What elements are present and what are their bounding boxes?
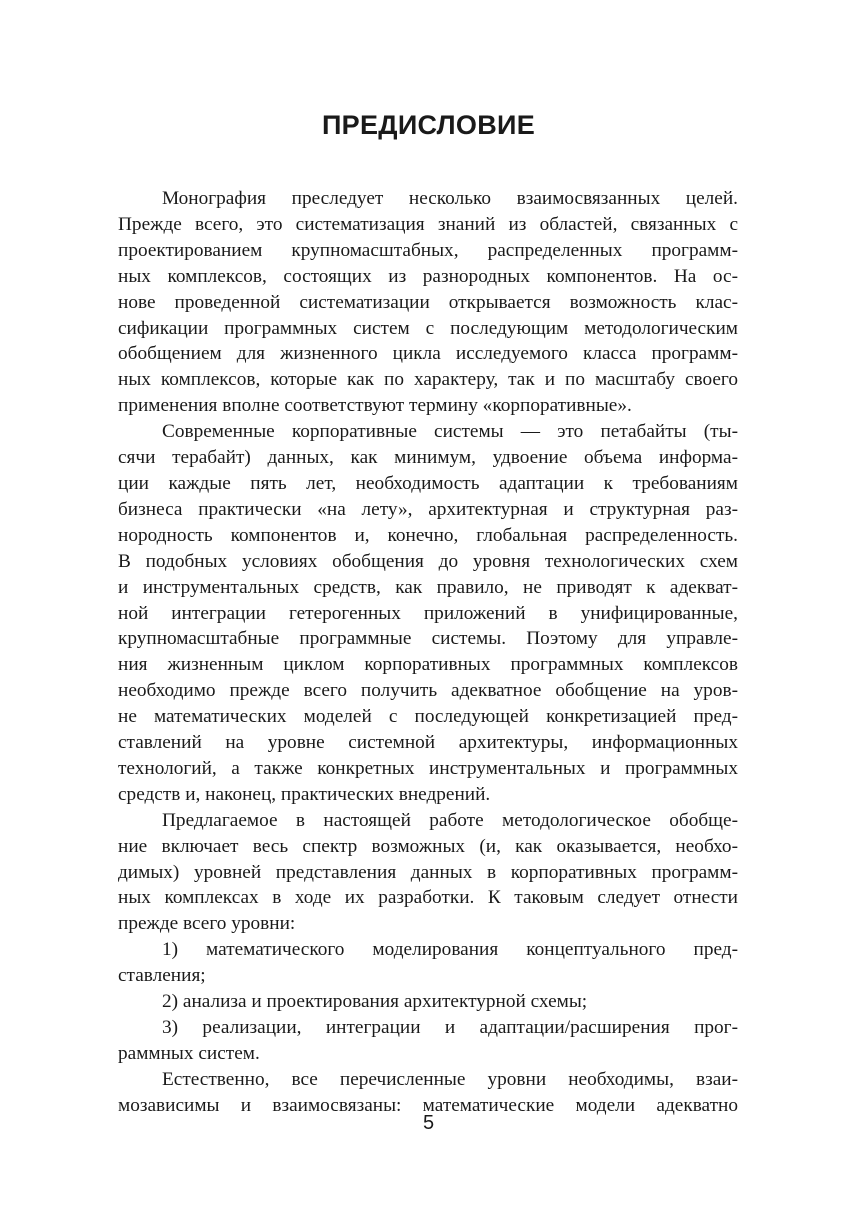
text-line: ния жизненным циклом корпоративных программных комплексов [118,654,738,676]
text-line: технологий, а также конкретных инструментальных и программных [118,757,738,779]
text-line: применения вполне соответствуют термину «корпоративные». [118,395,632,417]
text-line: мозависимы и взаимосвязаны: математические модели адекватно [118,1094,738,1116]
text-line: димых) уровней представления данных в корпоративных программ- [118,861,738,883]
list-item-line: раммных систем. [118,1042,260,1064]
page-title: ПРЕДИСЛОВИЕ [321,110,536,140]
text-line: не математических моделей с последующей конкретизацией пред- [118,706,738,728]
text-line: ных комплексов, состоящих из разнородных компонентов. На ос- [118,265,738,287]
text-line: сячи терабайт) данных, как минимум, удвоение объема информа- [118,447,738,469]
text-line: нородность компонентов и, конечно, глобальная распределенность. [118,524,738,546]
text-line: обобщением для жизненного цикла исследуемого класса программ- [118,343,738,365]
text-line: прежде всего уровни: [118,913,296,935]
text-line: ние включает весь спектр возможных (и, как оказывается, необхо- [118,835,738,857]
text-line: ции каждые пять лет, необходимость адаптации к требованиям [118,472,738,494]
text-line: ных комплексов, которые как по характеру, так и по масштабу своего [118,369,738,391]
text-line: Прежде всего, это систематизация знаний из областей, связанных с [118,213,738,235]
text-line: средств и, наконец, практических внедрений. [118,783,491,805]
text-line: сификации программных систем с последующим методологическим [118,317,738,339]
text-line: крупномасштабные программные системы. Поэтому для управле- [118,628,738,650]
text-line: В подобных условиях обобщения до уровня технологических схем [118,550,738,572]
text-line: ставлений на уровне системной архитектуры, информационных [118,732,738,754]
text-line: Монография преследует несколько взаимосвязанных целей. [162,188,738,209]
list-item-line: ставления; [118,965,206,987]
text-line: и инструментальных средств, как правило, не приводят к адекват- [118,576,738,598]
text-line: Естественно, все перечисленные уровни необходимы, взаи- [162,1068,738,1090]
text-line: Предлагаемое в настоящей работе методологическое обобще- [162,809,738,831]
text-line: Современные корпоративные системы — это петабайты (ты- [162,421,738,443]
preface-body [118,186,738,1119]
list-item-line: 2) анализа и проектирования архитектурной схемы; [162,991,588,1013]
text-line: ной интеграции гетерогенных приложений в унифицированные, [118,602,738,624]
page-number: 5 [422,1112,435,1134]
text-line: нове проведенной систематизации открывается возможность клас- [118,291,738,313]
list-item-line: 1) математического моделирования концептуального пред- [162,939,738,961]
text-line: ных комплексах в ходе их разработки. К таковым следует отнести [118,887,738,909]
text-line: бизнеса практически «на лету», архитектурная и структурная раз- [118,498,738,520]
text-line: проектированием крупномасштабных, распределенных программ- [118,239,738,261]
list-item-line: 3) реализации, интеграции и адаптации/расширения прог- [162,1017,738,1038]
text-line: необходимо прежде всего получить адекватное обобщение на уров- [118,680,738,702]
